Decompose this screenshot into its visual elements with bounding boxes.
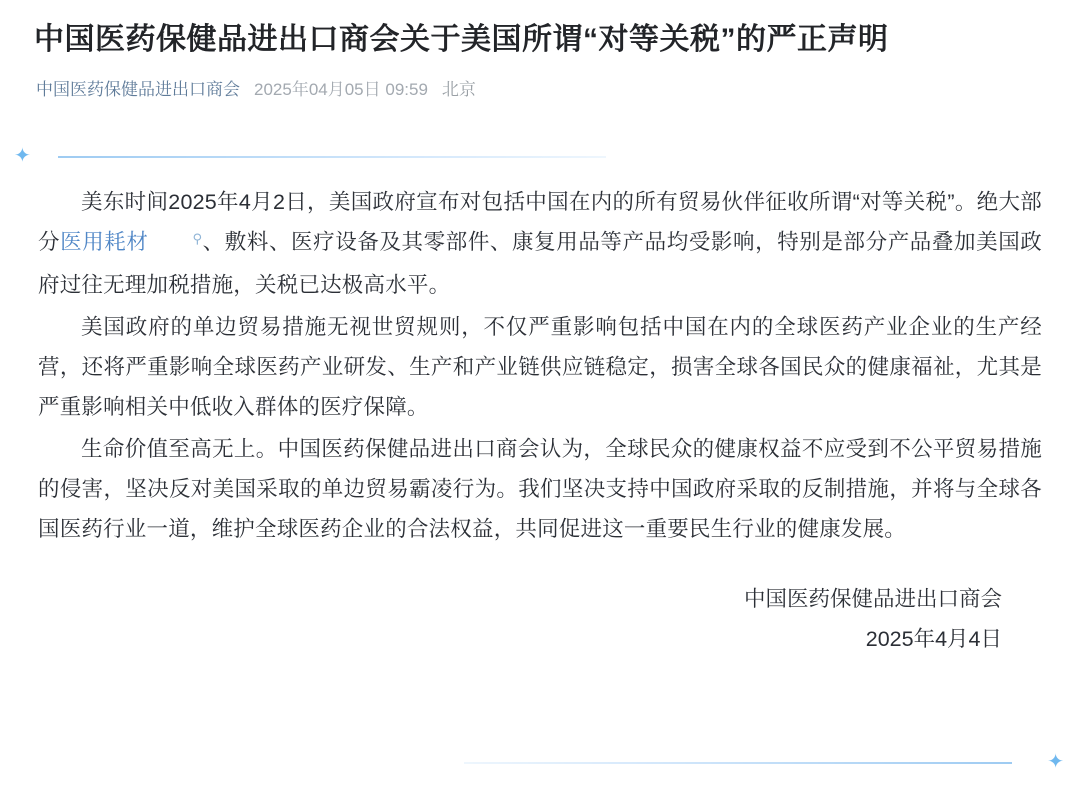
meta-datetime: 2025年04月05日 09:59 bbox=[254, 80, 428, 99]
paragraph-1 bbox=[38, 182, 1042, 305]
sparkle-icon: ✦ bbox=[1047, 751, 1064, 773]
paragraph-2: 美国政府的单边贸易措施无视世贸规则，不仅严重影响包括中国在内的全球医药产业企业的生产经营，还将严重影响全球医药产业研发、生产和产业链供应链稳定，损害全球各国民众的健康福祉，尤其是严重影响相关中低收入群体的医疗保障。 bbox=[38, 315, 1042, 419]
divider-line bbox=[58, 156, 606, 158]
signature-date: 2025年4月4日 bbox=[865, 627, 1002, 651]
divider-top bbox=[0, 146, 1080, 168]
paragraph-1-text-a: 美东时间2025年4月2日，美国政府宣布对包括中国在内的所有贸易伙伴征收所谓“对等关税”。绝大部分 bbox=[38, 190, 1042, 254]
paragraph-3: 生命价值至高无上。中国医药保健品进出口商会认为，全球民众的健康权益不应受到不公平贸易措施的侵害，坚决反对美国采取的单边贸易霸凌行为。我们坚决支持中国政府采取的反制措施，并将与全球各国医药行业一道，维护全球医药企业的合法权益，共同促进这一重要民生行业的健康发展。 bbox=[38, 437, 1042, 541]
article-meta bbox=[0, 62, 1080, 102]
signature-block bbox=[38, 579, 1042, 659]
search-icon[interactable]: ⚲ bbox=[192, 231, 203, 246]
article-body bbox=[0, 168, 1080, 659]
signature-org: 中国医药保健品进出口商会 bbox=[743, 587, 1002, 611]
meta-location: 北京 bbox=[441, 80, 476, 99]
page-title: 中国医药保健品进出口商会关于美国所谓“对等关税”的严正声明 bbox=[34, 23, 889, 56]
keyword-link-label: 医用耗材 bbox=[60, 230, 149, 254]
divider-line bbox=[464, 762, 1012, 764]
meta-source[interactable]: 中国医药保健品进出口商会 bbox=[36, 80, 240, 99]
keyword-link-medical-consumables[interactable] bbox=[60, 230, 202, 254]
paragraph-1-text-b: 、敷料、医疗设备及其零部件、康复用品等产品均受影响，特别是部分产品叠加美国政府过往无理加税措施，关税已达极高水平。 bbox=[38, 230, 1043, 297]
sparkle-icon: ✦ bbox=[14, 145, 31, 167]
divider-bottom bbox=[0, 750, 1080, 774]
